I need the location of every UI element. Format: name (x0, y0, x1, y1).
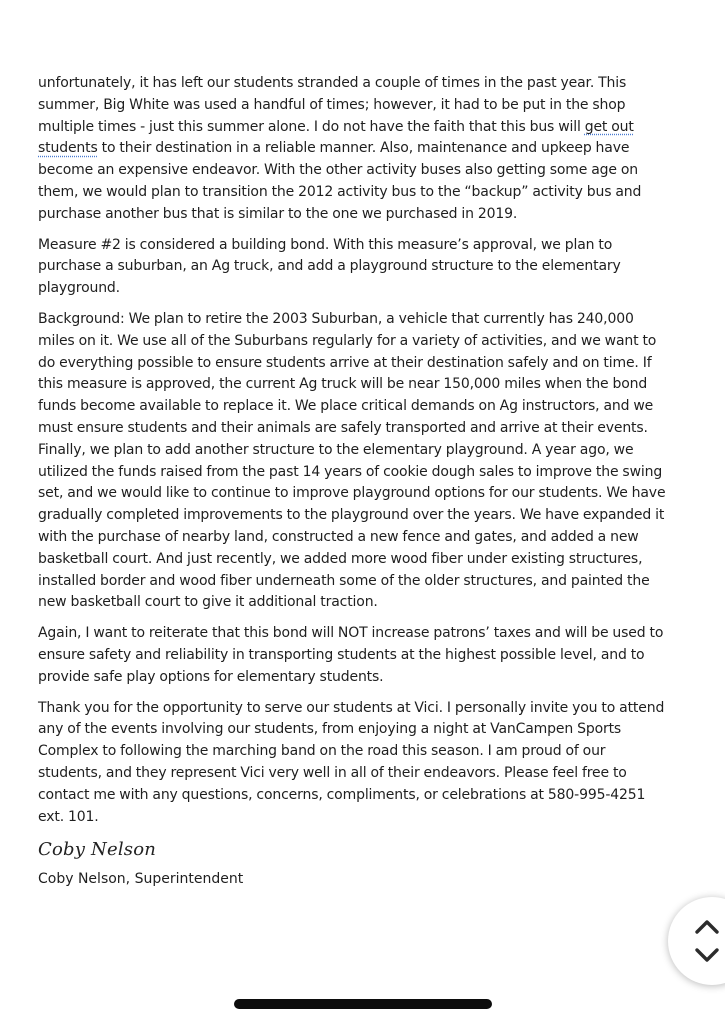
paragraph-bus-condition (38, 73, 672, 226)
letter-body (38, 73, 672, 890)
spellcheck-highlight: get out students (38, 118, 634, 157)
home-indicator[interactable] (234, 999, 492, 1009)
paragraph-measure-2: Measure #2 is considered a building bond. With this measure’s approval, we plan to purchase a suburban, an Ag truck, and add a playground structure to the elementary playground. (38, 236, 621, 297)
paragraph-text: unfortunately, it has left our students stranded a couple of times in the past year. This summer, Big White was used a handful of times; however, it had to be put in the shop multiple times - just this summer alone. I do not have the faith that this bus will (38, 75, 627, 135)
chevron-up-icon[interactable] (694, 917, 720, 937)
paragraph-background: Background: We plan to retire the 2003 Suburban, a vehicle that currently has 240,000 miles on it. We use all of the Suburbans regularly for a variety of activities, and we want to do everything possible to ensure students arrive at their destination safely and on time. If this measure is approved, the current Ag truck will be near 150,000 miles when the bond funds become available to replace it. We place critical demands on Ag instructors, and we must ensure students and their animals are safely transported and arrive at their events. Finally, we plan to add another structure to the elementary playground. A year ago, we utilized the funds raised from the past 14 years of cookie dough sales to improve the swing set, and we would like to continue to improve playground options for our students. We have gradually completed improvements to the playground over the years. We have expanded it with the purchase of nearby land, constructed a new fence and gates, and added a new basketball court. And just recently, we added more wood fiber under existing structures, installed border and wood fiber underneath some of the older structures, and painted the new basketball court to give it additional traction. (38, 310, 666, 611)
signer-name-title: Coby Nelson, Superintendent (38, 871, 244, 888)
chevron-down-icon[interactable] (694, 945, 720, 965)
paragraph-reiterate: Again, I want to reiterate that this bond will NOT increase patrons’ taxes and will be used to ensure safety and reliability in transporting students at the highest possible level, and to provide safe play options for elementary students. (38, 625, 664, 685)
paragraph-text: to their destination in a reliable manner. Also, maintenance and upkeep have become an expensive endeavor. With the other activity buses also getting some age on them, we would plan to transition the 2012 activity bus to the “backup” activity bus and purchase another bus that is similar to the one we purchased in 2019. (38, 140, 642, 222)
scroll-navigation-button[interactable] (668, 897, 725, 985)
handwritten-signature: Coby Nelson (38, 839, 157, 861)
paragraph-thank-you: Thank you for the opportunity to serve our students at Vici. I personally invite you to attend any of the events involving our students, from enjoying a night at VanCampen Sports Complex to following the marching band on the road this season. I am proud of our students, and they represent Vici very well in all of their endeavors. Please feel free to contact me with any questions, concerns, compliments, or celebrations at 580-995-4251 ext. 101. (38, 699, 665, 825)
